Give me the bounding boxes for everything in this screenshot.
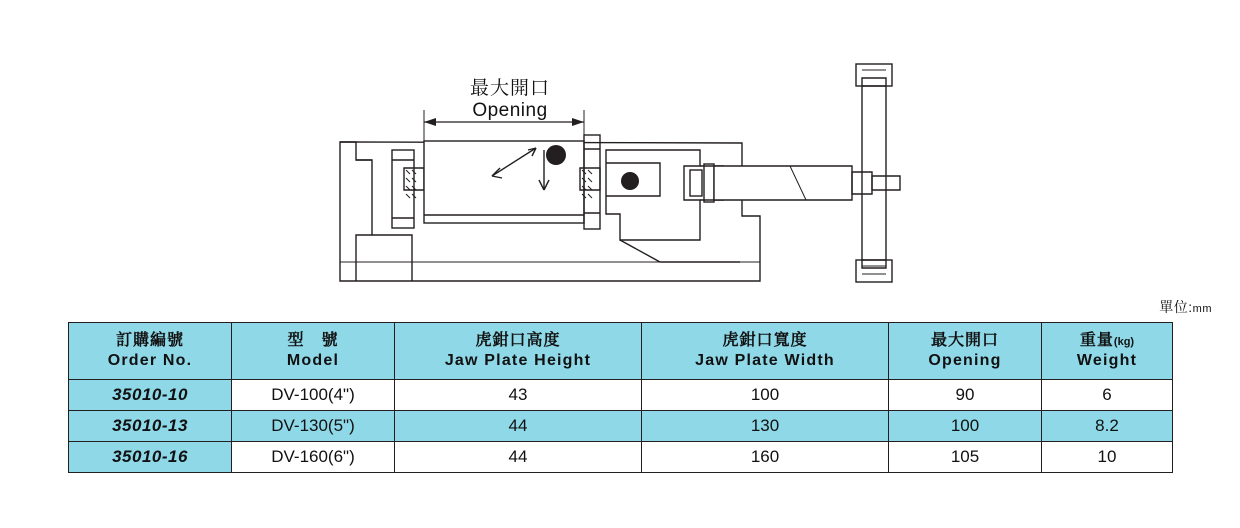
cell-opening: 105: [889, 442, 1042, 473]
units-note: [1159, 297, 1212, 317]
column-header-jaw-width-en: Jaw Plate Width: [695, 352, 835, 369]
column-header-weight-cn: 重量(kg): [1079, 332, 1135, 349]
column-header-order-no: [69, 323, 232, 380]
cell-order-no: 35010-13: [69, 411, 232, 442]
opening-label-cn: 最大開口: [469, 78, 550, 99]
cell-model: DV-130(5"): [232, 411, 395, 442]
column-header-order-no-en: Order No.: [107, 352, 193, 369]
cell-order-no: 35010-10: [69, 380, 232, 411]
cell-weight: 8.2: [1042, 411, 1173, 442]
column-header-weight-unit: (kg): [1113, 336, 1135, 348]
cell-jaw-width: 130: [642, 411, 889, 442]
column-header-order-no-cn: 訂購編號: [115, 332, 184, 349]
cell-opening: 100: [889, 411, 1042, 442]
cell-weight: 6: [1042, 380, 1173, 411]
cell-model: DV-100(4"): [232, 380, 395, 411]
cell-opening: 90: [889, 380, 1042, 411]
units-note-prefix: 單位: [1159, 299, 1189, 315]
cell-order-no: 35010-16: [69, 442, 232, 473]
opening-label-en: Opening: [472, 99, 548, 121]
cell-model: DV-160(6"): [232, 442, 395, 473]
column-header-jaw-height-cn: 虎鉗口高度: [475, 332, 561, 349]
column-header-model: [232, 323, 395, 380]
table-header-row: [69, 323, 1173, 380]
spec-table: [68, 322, 1173, 473]
cell-jaw-height: 44: [395, 411, 642, 442]
column-header-opening-cn: 最大開口: [930, 332, 999, 349]
column-header-weight: [1042, 323, 1173, 380]
cell-jaw-width: 160: [642, 442, 889, 473]
column-header-jaw-height: [395, 323, 642, 380]
table-row: [69, 442, 1173, 473]
column-header-model-cn: 型 號: [287, 332, 339, 349]
table-row: [69, 411, 1173, 442]
column-header-jaw-height-en: Jaw Plate Height: [444, 352, 592, 369]
cell-weight: 10: [1042, 442, 1173, 473]
cell-jaw-width: 100: [642, 380, 889, 411]
column-header-jaw-width-cn: 虎鉗口寬度: [722, 332, 808, 349]
column-header-weight-en: Weight: [1076, 352, 1138, 369]
cell-jaw-height: 43: [395, 380, 642, 411]
knob-dot-lower: [621, 172, 639, 190]
knob-dot-upper: [546, 145, 566, 165]
column-header-model-en: Model: [286, 352, 340, 369]
opening-dimension-label: [400, 78, 620, 122]
column-header-opening: [889, 323, 1042, 380]
cell-jaw-height: 44: [395, 442, 642, 473]
spec-table-container: [68, 322, 1172, 473]
column-header-opening-en: Opening: [928, 352, 1002, 369]
units-note-value: mm: [1192, 303, 1212, 315]
column-header-jaw-width: [642, 323, 889, 380]
units-note-separator: :: [1188, 299, 1193, 315]
table-row: [69, 380, 1173, 411]
